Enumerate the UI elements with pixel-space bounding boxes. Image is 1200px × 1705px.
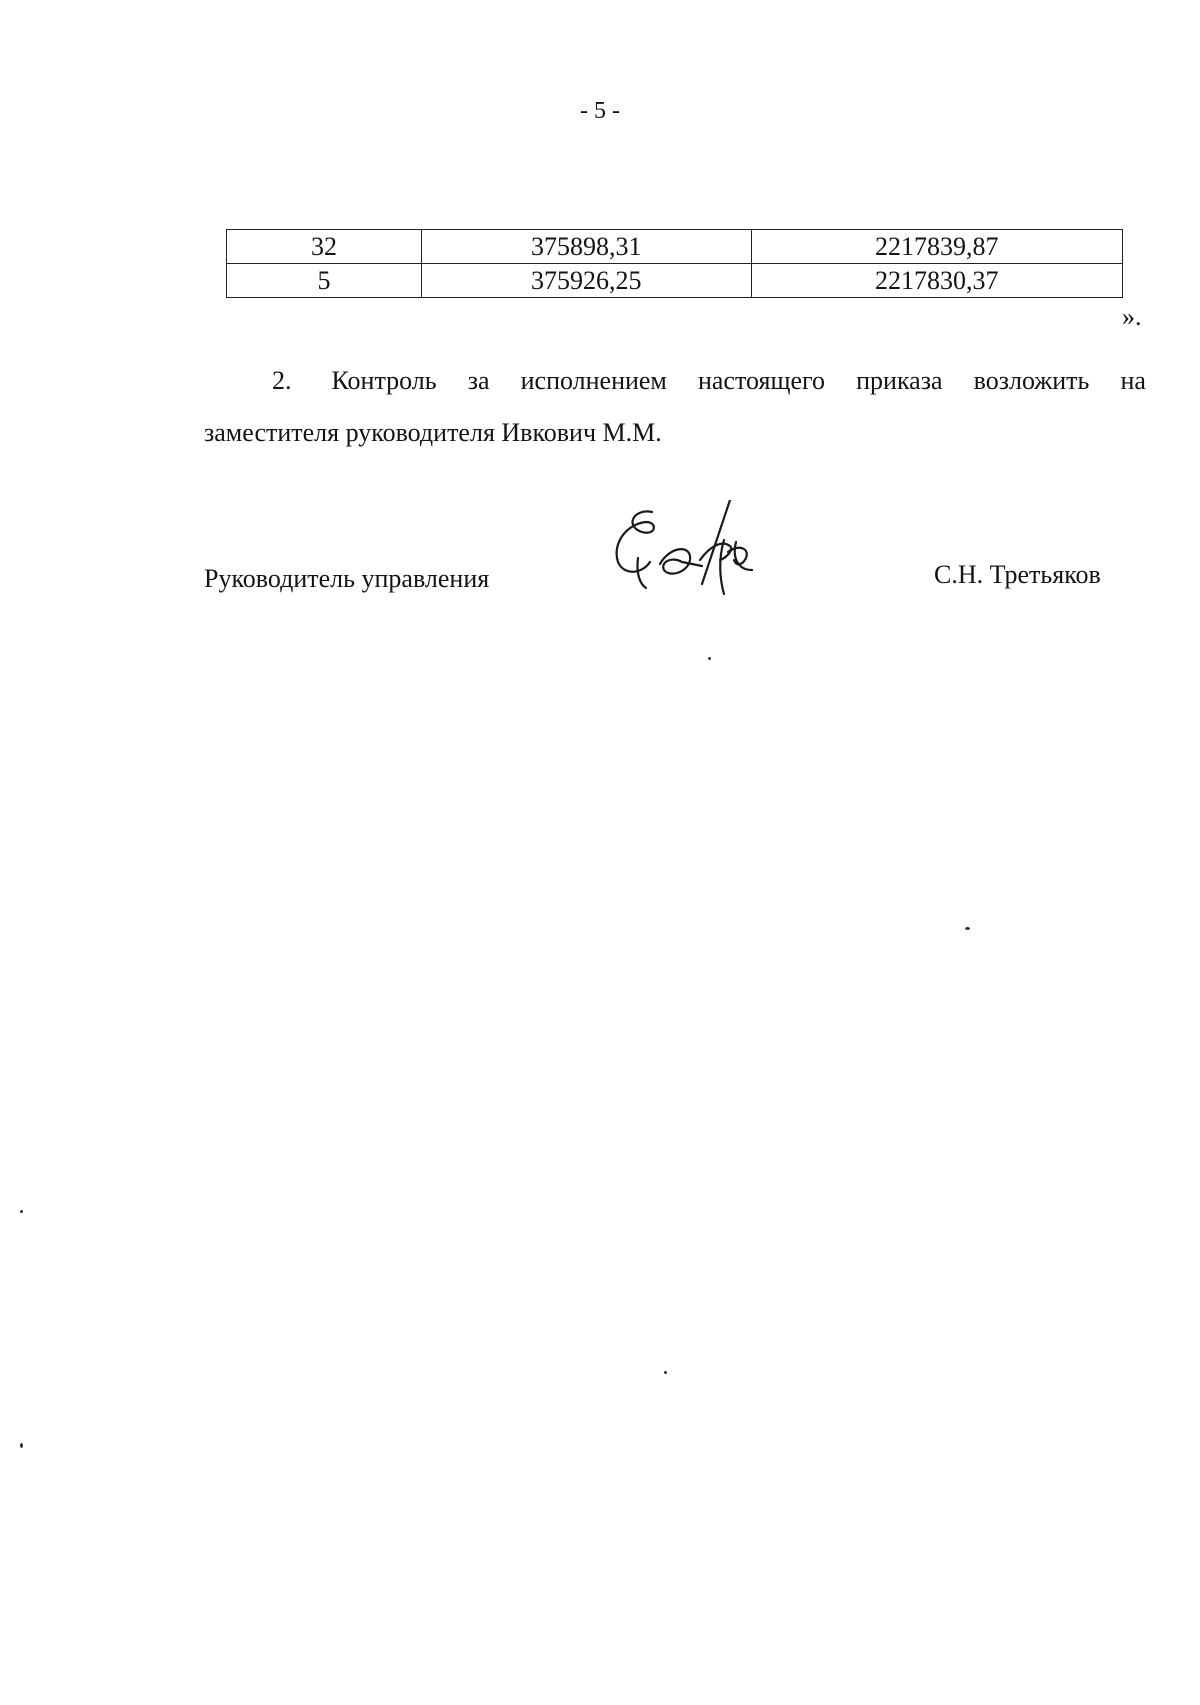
paragraph-word: приказа (856, 366, 943, 395)
paragraph-number: 2. (272, 366, 292, 395)
table-row (227, 264, 1123, 298)
table-cell-point: 32 (227, 230, 422, 264)
paragraph-word: за (467, 366, 490, 395)
table-cell-y: 2217839,87 (751, 230, 1122, 264)
paragraph-word: возложить (973, 366, 1090, 395)
paragraph-word: исполнением (520, 366, 667, 395)
scan-speck (20, 1210, 23, 1213)
page-number: - 5 - (580, 98, 620, 124)
signatory-name: С.Н. Третьяков (934, 560, 1101, 589)
handwritten-signature (612, 500, 772, 610)
paragraph-word: настоящего (697, 366, 826, 395)
scan-speck (708, 657, 711, 660)
closing-quote: ». (1122, 302, 1142, 331)
table-cell-x: 375926,25 (421, 264, 751, 298)
scan-speck (965, 927, 970, 930)
table-row (227, 230, 1123, 264)
paragraph-word: на (1120, 366, 1146, 395)
signatory-title: Руководитель управления (204, 564, 490, 593)
paragraph-word: Контроль (331, 366, 437, 395)
table-cell-x: 375898,31 (421, 230, 751, 264)
paragraph-words (332, 366, 1147, 396)
table-cell-y: 2217830,37 (751, 264, 1122, 298)
coordinates-table (226, 229, 1123, 298)
paragraph-line-2: заместителя руководителя Ивкович М.М. (204, 418, 662, 447)
scan-speck (664, 1371, 667, 1374)
table-cell-point: 5 (227, 264, 422, 298)
paragraph-line-1 (204, 366, 1146, 396)
scan-speck (20, 1443, 23, 1448)
